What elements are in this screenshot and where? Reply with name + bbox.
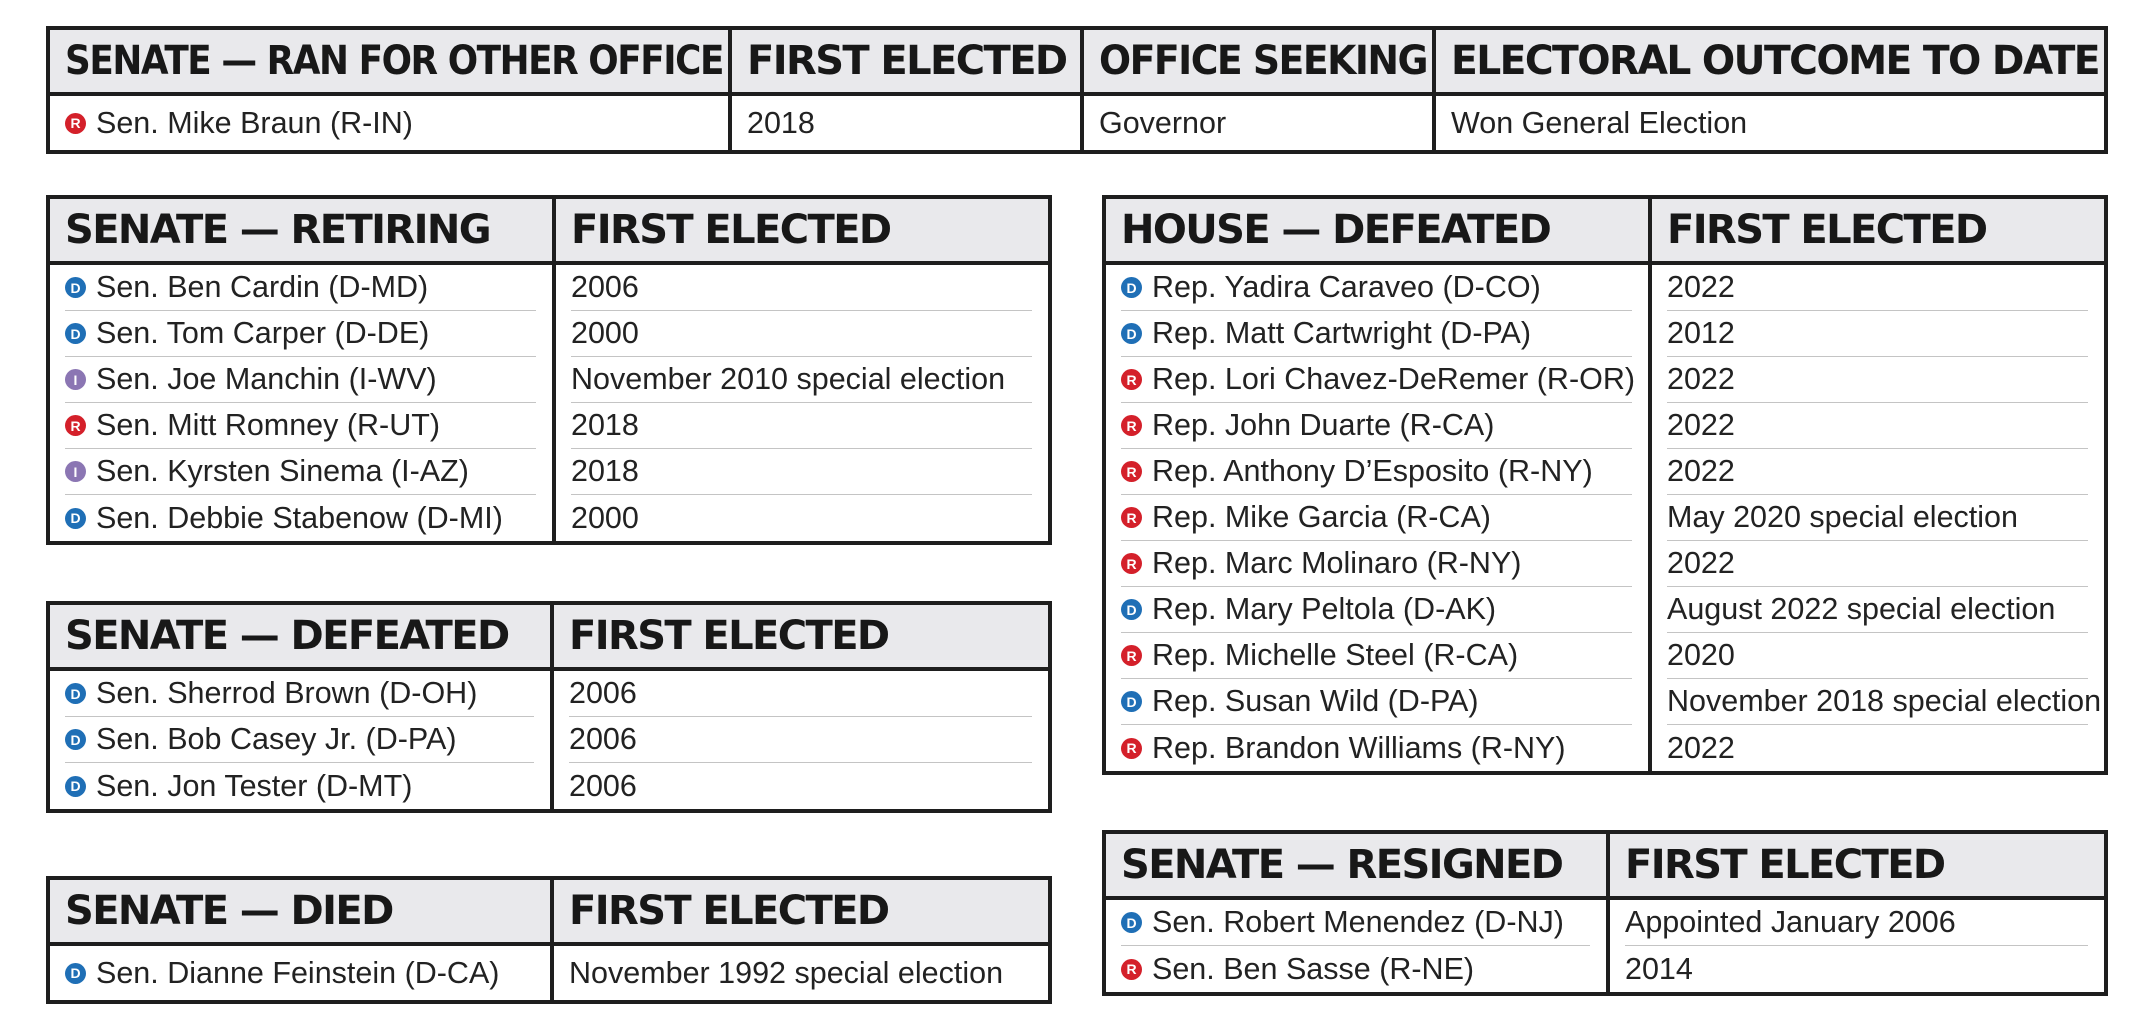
table-row [1667, 725, 2088, 771]
table-header [50, 30, 2104, 96]
republican-party-icon: R [65, 415, 86, 436]
member-name: Rep. Michelle Steel (R-CA) [1152, 638, 1519, 672]
member-name: Sen. Debbie Stabenow (D-MI) [96, 500, 503, 535]
member-name: Sen. Tom Carper (D-DE) [96, 316, 430, 350]
table-row [569, 763, 1032, 809]
republican-party-icon: R [1121, 507, 1142, 528]
table-row [1667, 633, 2088, 679]
table-row [1121, 679, 1632, 725]
table-row [1121, 311, 1632, 357]
first-elected-value: 2006 [569, 722, 637, 756]
table-row [65, 946, 534, 1000]
member-name: Sen. Robert Menendez (D-NJ) [1152, 905, 1564, 939]
column-header: SENATE — DIED [65, 888, 393, 934]
table-row [1625, 900, 2088, 946]
democrat-party-icon: D [1121, 691, 1142, 712]
table-row [65, 495, 536, 541]
table-row [65, 671, 534, 717]
table-row [1121, 449, 1632, 495]
first-elected-value: 2022 [1667, 408, 1735, 442]
table-senate-died [46, 876, 1052, 1004]
table-row [1121, 265, 1632, 311]
column-header: ELECTORAL OUTCOME TO DATE [1432, 30, 2104, 92]
member-name: Sen. Dianne Feinstein (D-CA) [96, 955, 500, 990]
republican-party-icon: R [65, 113, 86, 134]
column-header: SENATE — RESIGNED [1121, 842, 1563, 888]
republican-party-icon: R [1121, 553, 1142, 574]
member-name: Sen. Ben Cardin (D-MD) [96, 270, 429, 304]
democrat-party-icon: D [1121, 599, 1142, 620]
table-row [571, 265, 1032, 311]
democrat-party-icon: D [65, 776, 86, 797]
democrat-party-icon: D [1121, 323, 1142, 344]
first-elected-value: 2006 [569, 768, 637, 803]
column-header: OFFICE SEEKING [1080, 30, 1432, 92]
table-row [571, 357, 1032, 403]
table-row [569, 946, 1032, 1000]
column-header: FIRST ELECTED [728, 30, 1080, 92]
table-row [65, 403, 536, 449]
table-row [571, 403, 1032, 449]
column-header: FIRST ELECTED [1606, 834, 2104, 896]
first-elected-value: 2006 [569, 676, 637, 710]
column-header: FIRST ELECTED [552, 199, 1048, 261]
first-elected-value: August 2022 special election [1667, 592, 2056, 626]
table-header [1106, 834, 2104, 900]
first-elected-value: Appointed January 2006 [1625, 905, 1956, 939]
table-row [571, 311, 1032, 357]
democrat-party-icon: D [65, 729, 86, 750]
table-body [50, 265, 1048, 541]
table-row [1625, 946, 2088, 992]
first-elected-value: 2022 [1667, 730, 1735, 765]
member-name: Rep. Susan Wild (D-PA) [1152, 684, 1479, 718]
democrat-party-icon: D [1121, 277, 1142, 298]
first-elected-value: May 2020 special election [1667, 500, 2018, 534]
first-elected-value: 2018 [571, 454, 639, 488]
table-row [1099, 96, 1416, 150]
republican-party-icon: R [1121, 415, 1142, 436]
table-row [1667, 587, 2088, 633]
member-name: Rep. Lori Chavez-DeRemer (R-OR) [1152, 362, 1636, 396]
table-row [569, 717, 1032, 763]
table-senate-ran-for-other-office [46, 26, 2108, 154]
first-elected-value: 2006 [571, 270, 639, 304]
democrat-party-icon: D [65, 277, 86, 298]
name-column [50, 946, 550, 1000]
member-name: Rep. Mary Peltola (D-AK) [1152, 592, 1497, 626]
first-elected-value: 2012 [1667, 316, 1735, 350]
member-name: Sen. Sherrod Brown (D-OH) [96, 676, 478, 710]
column-header: SENATE — RAN FOR OTHER OFFICE [65, 38, 723, 84]
table-row [1121, 357, 1636, 403]
name-column [50, 96, 728, 150]
table-row [1121, 900, 1590, 946]
first-elected-value: 2014 [1625, 951, 1693, 986]
member-name: Rep. Marc Molinaro (R-NY) [1152, 546, 1522, 580]
table-row [1451, 96, 2088, 150]
table-body [50, 946, 1048, 1000]
first-elected-value: 2018 [571, 408, 639, 442]
column-header: SENATE — RETIRING [65, 207, 491, 253]
table-body [50, 96, 2104, 150]
democrat-party-icon: D [65, 963, 86, 984]
first-elected-value: 2022 [1667, 546, 1735, 580]
table-row [65, 96, 712, 150]
table-body [50, 671, 1048, 809]
member-name: Sen. Bob Casey Jr. (D-PA) [96, 722, 457, 756]
member-name: Rep. Yadira Caraveo (D-CO) [1152, 270, 1541, 304]
column-header: SENATE — DEFEATED [65, 613, 509, 659]
first-elected-column [1606, 900, 2104, 992]
table-row [1121, 403, 1632, 449]
member-name: Rep. Matt Cartwright (D-PA) [1152, 316, 1532, 350]
first-elected-value: 2000 [571, 316, 639, 350]
table-house-defeated [1102, 195, 2108, 775]
first-elected-column [550, 946, 1048, 1000]
table-body [1106, 265, 2104, 771]
table-row [1667, 311, 2088, 357]
table-row [1121, 541, 1632, 587]
table-header [50, 880, 1048, 946]
table-row [1667, 541, 2088, 587]
column-header: FIRST ELECTED [550, 880, 1048, 942]
member-name: Sen. Kyrsten Sinema (I-AZ) [96, 454, 469, 488]
independent-party-icon: I [65, 461, 86, 482]
table-row [1667, 679, 2102, 725]
table-row [65, 717, 534, 763]
first-elected-column [1648, 265, 2104, 771]
outcome-value: Won General Election [1451, 105, 1748, 140]
name-column [50, 671, 550, 809]
column-header: FIRST ELECTED [550, 605, 1048, 667]
table-row [65, 265, 536, 311]
table-row [65, 311, 536, 357]
table-senate-defeated [46, 601, 1052, 813]
democrat-party-icon: D [1121, 912, 1142, 933]
table-row [571, 495, 1032, 541]
member-name: Rep. Brandon Williams (R-NY) [1152, 730, 1566, 765]
member-name: Rep. Anthony D’Esposito (R-NY) [1152, 454, 1593, 488]
column-header: FIRST ELECTED [1648, 199, 2104, 261]
republican-party-icon: R [1121, 461, 1142, 482]
first-elected-column [728, 96, 1080, 150]
democrat-party-icon: D [65, 683, 86, 704]
table-header [50, 199, 1048, 265]
table-senate-resigned [1102, 830, 2108, 996]
first-elected-value: 2020 [1667, 638, 1735, 672]
first-elected-value: November 2010 special election [571, 362, 1006, 396]
table-row [1121, 633, 1632, 679]
independent-party-icon: I [65, 369, 86, 390]
table-row [1667, 265, 2088, 311]
table-row [65, 449, 536, 495]
name-column [50, 265, 552, 541]
republican-party-icon: R [1121, 959, 1142, 980]
member-name: Sen. Jon Tester (D-MT) [96, 768, 413, 803]
first-elected-value: 2022 [1667, 362, 1735, 396]
column-header: HOUSE — DEFEATED [1121, 207, 1551, 253]
office-seeking-value: Governor [1099, 105, 1227, 140]
first-elected-value: November 2018 special election [1667, 684, 2102, 718]
table-row [65, 357, 536, 403]
member-name: Sen. Joe Manchin (I-WV) [96, 362, 437, 396]
first-elected-value: 2018 [747, 105, 815, 140]
first-elected-column [550, 671, 1048, 809]
table-row [569, 671, 1032, 717]
table-row [1121, 946, 1590, 992]
table-row [747, 96, 1064, 150]
table-row [1667, 403, 2088, 449]
table-row [1121, 587, 1632, 633]
table-senate-retiring [46, 195, 1052, 545]
democrat-party-icon: D [65, 323, 86, 344]
member-name: Sen. Mitt Romney (R-UT) [96, 408, 441, 442]
table-row [65, 763, 534, 809]
table-row [1667, 357, 2088, 403]
name-column [1106, 900, 1606, 992]
member-name: Rep. Mike Garcia (R-CA) [1152, 500, 1491, 534]
name-column [1106, 265, 1648, 771]
outcome-column [1432, 96, 2104, 150]
table-body [1106, 900, 2104, 992]
democrat-party-icon: D [65, 508, 86, 529]
member-name: Sen. Mike Braun (R-IN) [96, 105, 413, 140]
republican-party-icon: R [1121, 369, 1142, 390]
first-elected-value: 2022 [1667, 270, 1735, 304]
table-row [1121, 495, 1632, 541]
table-header [1106, 199, 2104, 265]
republican-party-icon: R [1121, 738, 1142, 759]
office-seeking-column [1080, 96, 1432, 150]
table-row [1121, 725, 1632, 771]
table-header [50, 605, 1048, 671]
republican-party-icon: R [1121, 645, 1142, 666]
first-elected-value: 2022 [1667, 454, 1735, 488]
table-row [1667, 449, 2088, 495]
first-elected-value: November 1992 special election [569, 955, 1004, 990]
first-elected-column [552, 265, 1048, 541]
table-row [1667, 495, 2088, 541]
member-name: Sen. Ben Sasse (R-NE) [1152, 951, 1475, 986]
table-row [571, 449, 1032, 495]
member-name: Rep. John Duarte (R-CA) [1152, 408, 1495, 442]
first-elected-value: 2000 [571, 500, 639, 535]
